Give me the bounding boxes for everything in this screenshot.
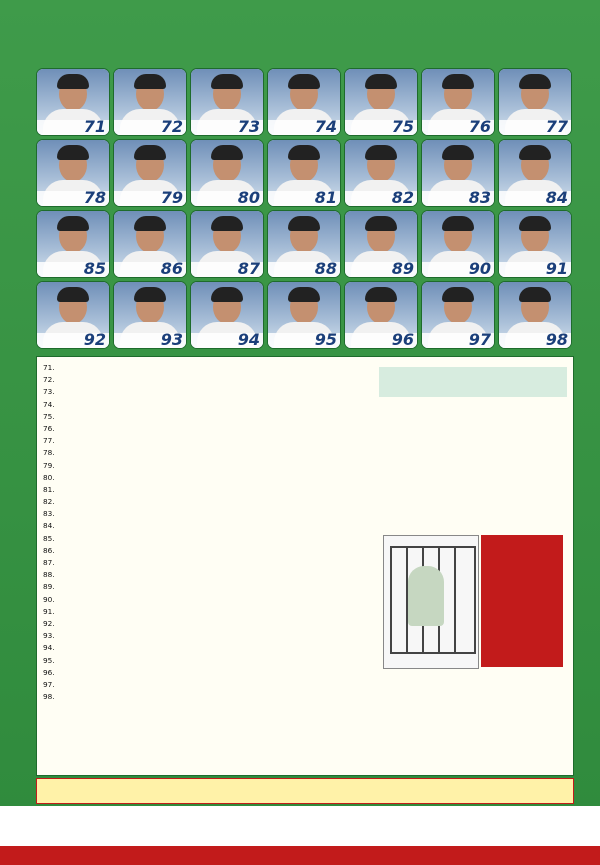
candidate-card (344, 210, 418, 278)
roster-number: 89. (43, 582, 55, 592)
candidate-hair (519, 145, 551, 160)
candidate-card (421, 281, 495, 349)
roster-row (43, 692, 373, 704)
roster-number: 78. (43, 448, 55, 458)
roster-row (43, 485, 373, 497)
roster-number: 74. (43, 399, 55, 409)
candidate-card (344, 281, 418, 349)
candidate-hair (211, 74, 243, 89)
candidate-hair (288, 287, 320, 302)
roster-row (43, 521, 373, 533)
candidate-hair (365, 74, 397, 89)
contact-info-band (0, 806, 600, 846)
candidate-card (36, 139, 110, 207)
roster-row (43, 363, 373, 375)
roster-number: 84. (43, 521, 55, 531)
roster-number: 81. (43, 484, 55, 494)
roster-row (43, 570, 373, 582)
candidate-hair (519, 74, 551, 89)
roster-number: 79. (43, 460, 55, 470)
candidate-hair (211, 287, 243, 302)
roster-row (43, 607, 373, 619)
candidate-hair (57, 145, 89, 160)
candidate-number: 91 (545, 259, 568, 278)
candidate-number: 79 (160, 188, 183, 207)
roster-number: 86. (43, 545, 55, 555)
roster-number: 72. (43, 375, 55, 385)
candidate-number: 72 (160, 117, 183, 136)
candidate-number: 83 (468, 188, 491, 207)
candidate-number: 94 (237, 330, 260, 349)
red-callout-box (481, 535, 563, 667)
roster-number: 85. (43, 533, 55, 543)
candidate-hair (134, 216, 166, 231)
roster-row (43, 473, 373, 485)
candidate-card (113, 281, 187, 349)
candidate-card (344, 139, 418, 207)
candidate-number: 82 (391, 188, 414, 207)
candidate-hair (442, 145, 474, 160)
candidate-hair (442, 216, 474, 231)
flyer-header (0, 0, 600, 62)
roster-row (43, 497, 373, 509)
policy-text (383, 401, 563, 527)
voting-instructions-bar (0, 846, 600, 865)
headline (0, 8, 600, 42)
roster-row (43, 668, 373, 680)
candidate-hair (442, 287, 474, 302)
roster-row (43, 461, 373, 473)
candidate-number: 76 (468, 117, 491, 136)
candidate-number: 90 (468, 259, 491, 278)
roster-number: 91. (43, 606, 55, 616)
roster-number: 97. (43, 679, 55, 689)
candidate-hair (519, 216, 551, 231)
roster-number: 71. (43, 363, 55, 372)
roster-list (43, 363, 373, 704)
roster-number: 76. (43, 423, 55, 433)
roster-row (43, 387, 373, 399)
candidate-photo-grid (36, 68, 572, 350)
candidate-hair (519, 287, 551, 302)
candidate-number: 89 (391, 259, 414, 278)
roster-number: 80. (43, 472, 55, 482)
candidate-hair (57, 287, 89, 302)
candidate-card (190, 139, 264, 207)
candidate-card (36, 210, 110, 278)
roster-row (43, 509, 373, 521)
candidate-card (267, 139, 341, 207)
candidate-card (267, 210, 341, 278)
roster-number: 75. (43, 411, 55, 421)
candidate-hair (365, 216, 397, 231)
candidate-hair (134, 287, 166, 302)
roster-number: 88. (43, 570, 55, 580)
roster-number: 98. (43, 692, 55, 702)
roster-number: 95. (43, 655, 55, 665)
roster-number: 92. (43, 618, 55, 628)
roster-number: 90. (43, 594, 55, 604)
policy-title-box (379, 367, 567, 397)
candidate-roster (36, 356, 574, 776)
roster-row (43, 375, 373, 387)
candidate-hair (211, 145, 243, 160)
candidate-card (421, 139, 495, 207)
candidate-number: 85 (83, 259, 106, 278)
roster-row (43, 436, 373, 448)
candidate-card (421, 68, 495, 136)
candidate-card (36, 281, 110, 349)
candidate-number: 75 (391, 117, 414, 136)
roster-row (43, 595, 373, 607)
candidate-number: 73 (237, 117, 260, 136)
roster-row (43, 400, 373, 412)
roster-number: 87. (43, 558, 55, 567)
roster-row (43, 582, 373, 594)
candidate-card (113, 68, 187, 136)
candidate-card (267, 281, 341, 349)
roster-row (43, 643, 373, 655)
candidate-hair (365, 145, 397, 160)
roster-row (43, 656, 373, 668)
roster-row (43, 412, 373, 424)
roster-number: 93. (43, 631, 55, 641)
candidate-card (498, 68, 572, 136)
candidate-number: 77 (545, 117, 568, 136)
roster-row (43, 534, 373, 546)
candidate-hair (365, 287, 397, 302)
candidate-number: 95 (314, 330, 337, 349)
candidate-card (344, 68, 418, 136)
candidate-card (113, 210, 187, 278)
candidate-number: 74 (314, 117, 337, 136)
roster-number: 96. (43, 667, 55, 677)
candidate-hair (288, 145, 320, 160)
custody-cartoon (383, 535, 479, 669)
candidate-number: 86 (160, 259, 183, 278)
candidate-number: 88 (314, 259, 337, 278)
roster-row (43, 546, 373, 558)
cell-bar (454, 548, 456, 652)
roster-row (43, 558, 373, 570)
roster-number: 73. (43, 387, 55, 397)
roster-number: 94. (43, 643, 55, 653)
candidate-card (498, 210, 572, 278)
candidate-number: 81 (314, 188, 337, 207)
candidate-hair (442, 74, 474, 89)
candidate-number: 80 (237, 188, 260, 207)
candidate-card (190, 210, 264, 278)
call-to-action-box (36, 778, 574, 804)
policy-panel (379, 367, 567, 769)
candidate-hair (288, 216, 320, 231)
candidate-hair (134, 145, 166, 160)
candidate-card (190, 68, 264, 136)
candidate-hair (288, 74, 320, 89)
candidate-hair (57, 74, 89, 89)
candidate-number: 87 (237, 259, 260, 278)
roster-number: 83. (43, 509, 55, 519)
cartoon-doctor-figure (408, 566, 444, 626)
candidate-number: 96 (391, 330, 414, 349)
candidate-card (498, 139, 572, 207)
candidate-card (498, 281, 572, 349)
roster-number: 77. (43, 436, 55, 446)
candidate-card (36, 68, 110, 136)
roster-row (43, 619, 373, 631)
roster-row (43, 631, 373, 643)
candidate-card (113, 139, 187, 207)
candidate-number: 97 (468, 330, 491, 349)
candidate-number: 93 (160, 330, 183, 349)
candidate-number: 78 (83, 188, 106, 207)
candidate-card (190, 281, 264, 349)
roster-row (43, 448, 373, 460)
candidate-number: 98 (545, 330, 568, 349)
candidate-number: 92 (83, 330, 106, 349)
candidate-number: 84 (545, 188, 568, 207)
candidate-hair (134, 74, 166, 89)
candidate-number: 71 (83, 117, 106, 136)
candidate-card (421, 210, 495, 278)
roster-row (43, 424, 373, 436)
candidate-hair (57, 216, 89, 231)
roster-number: 82. (43, 497, 55, 507)
candidate-card (267, 68, 341, 136)
candidate-hair (211, 216, 243, 231)
policy-footer-text (383, 671, 563, 765)
roster-row (43, 680, 373, 692)
